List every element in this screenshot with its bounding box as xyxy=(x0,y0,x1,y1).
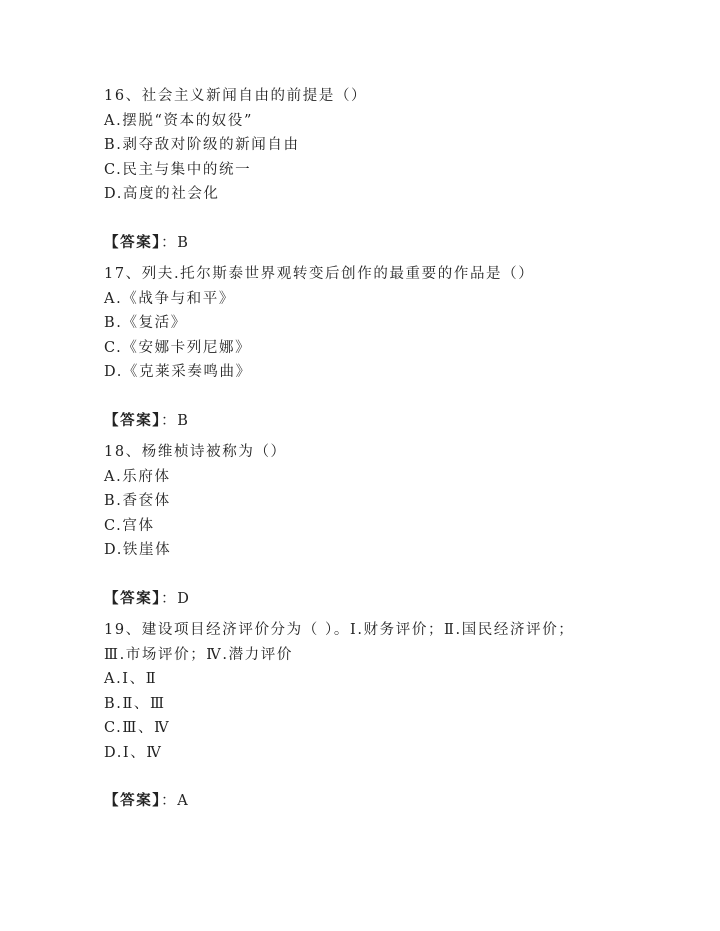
question-stem: 17、列夫.托尔斯泰世界观转变后创作的最重要的作品是（） xyxy=(104,266,535,282)
question-stem: 18、杨维桢诗被称为（） xyxy=(104,444,287,460)
answer-line xyxy=(104,409,684,434)
option-c: C.Ⅲ、Ⅳ xyxy=(104,720,171,736)
question-16 xyxy=(104,84,684,255)
answer-value: ：D xyxy=(161,590,191,607)
option-a: A.《战争与和平》 xyxy=(104,290,235,307)
option-b: B.《复活》 xyxy=(104,315,187,331)
option-b: B.香奁体 xyxy=(104,493,171,509)
question-18 xyxy=(104,440,684,611)
option-a: A.Ⅰ、Ⅱ xyxy=(104,671,158,687)
option-c: C.《安娜卡列尼娜》 xyxy=(104,339,252,356)
question-stem-continued: Ⅲ.市场评价；Ⅳ.潜力评价 xyxy=(104,646,293,663)
answer-label: 【答案】 xyxy=(104,589,162,607)
question-stem: 19、建设项目经济评价分为（ ）。Ⅰ.财务评价；Ⅱ.国民经济评价； xyxy=(104,622,575,638)
option-d: D.高度的社会化 xyxy=(104,186,220,202)
option-b: B.Ⅱ、Ⅲ xyxy=(104,695,166,712)
question-19 xyxy=(104,618,684,814)
option-d: D.Ⅰ、Ⅳ xyxy=(104,744,163,761)
answer-label: 【答案】 xyxy=(104,792,162,809)
document-page xyxy=(104,84,684,821)
option-c: C.宫体 xyxy=(104,517,155,534)
option-a: A.乐府体 xyxy=(104,468,171,485)
answer-value: ：B xyxy=(161,234,190,251)
answer-value: ：A xyxy=(161,793,190,809)
answer-line xyxy=(104,231,684,256)
question-stem: 16、社会主义新闻自由的前提是（） xyxy=(104,88,368,104)
option-d: D.《克莱采奏鸣曲》 xyxy=(104,364,252,380)
answer-label: 【答案】 xyxy=(104,411,162,429)
answer-line xyxy=(104,789,684,814)
answer-value: ：B xyxy=(161,412,190,429)
option-b: B.剥夺敌对阶级的新闻自由 xyxy=(104,137,300,153)
answer-label: 【答案】 xyxy=(104,233,162,251)
question-17 xyxy=(104,262,684,433)
option-a: A.摆脱“资本的奴役” xyxy=(104,112,254,129)
answer-line xyxy=(104,587,684,612)
option-c: C.民主与集中的统一 xyxy=(104,161,252,178)
option-d: D.铁崖体 xyxy=(104,542,172,558)
